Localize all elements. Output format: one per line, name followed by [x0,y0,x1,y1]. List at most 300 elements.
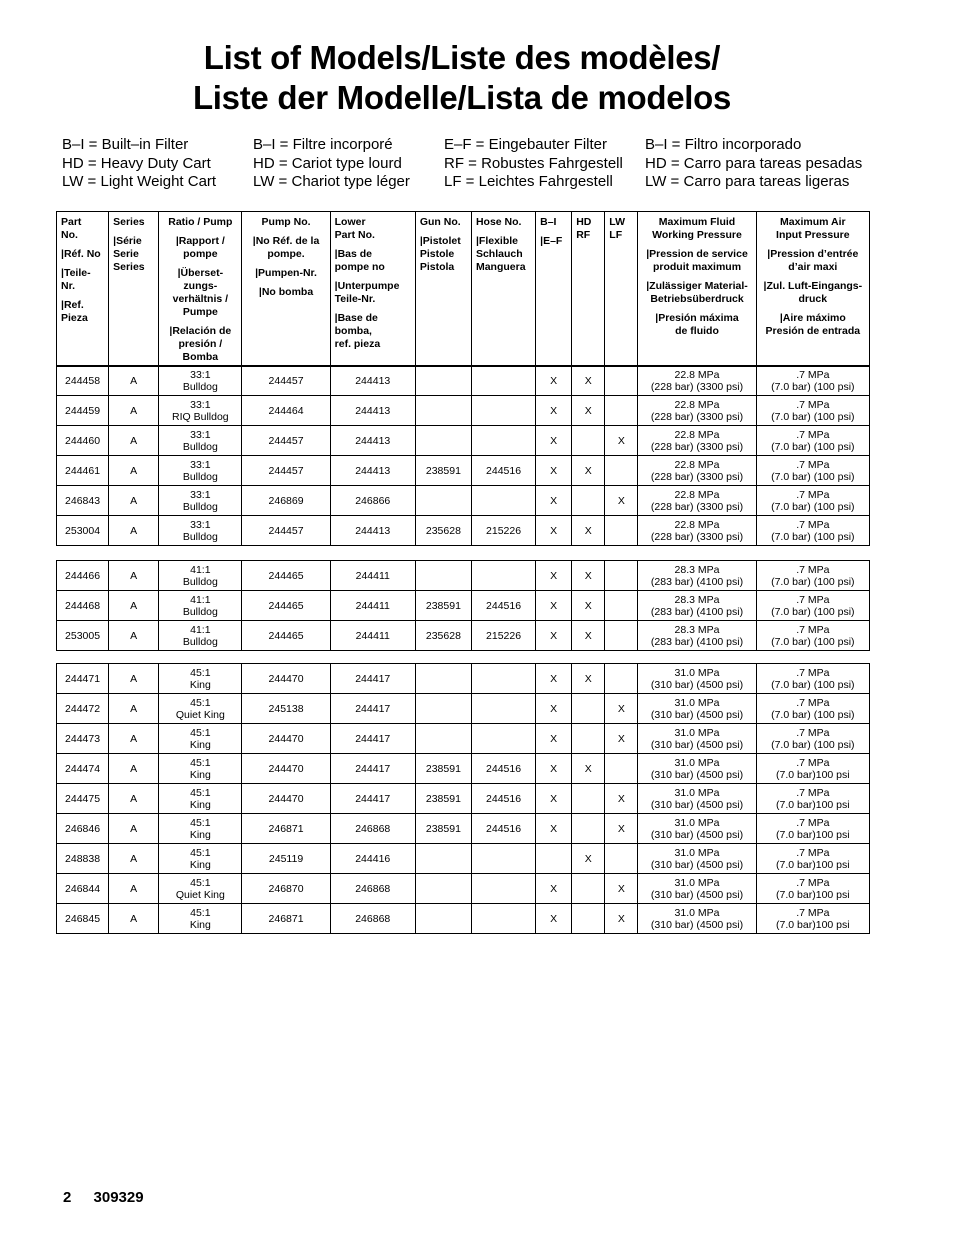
lower-part-no-cell: 244413 [330,516,415,546]
hose-no-cell: 244516 [471,784,535,814]
header-line: LW [609,216,626,228]
hose-no-cell [471,724,535,754]
series-cell: A [109,694,159,724]
hd-rf-cell [572,724,605,754]
ratio-pump-cell [159,844,242,874]
series-cell: A [109,664,159,694]
fluid-pressure-cell [638,456,756,486]
header-line: |Réf. No [61,248,101,260]
header-line: |Überset- [177,267,224,279]
air-pressure-cell [756,366,869,396]
abbreviation-legend [62,136,885,192]
ratio-pump-cell-line: 45:1 [190,846,211,859]
header-line: Pump No. [261,216,311,228]
bi-ef-cell: X [536,784,572,814]
table-row [57,396,870,426]
ratio-pump-cell-line: Quiet King [175,888,225,901]
gun-no-cell: 238591 [415,456,471,486]
series-cell: A [109,516,159,546]
air-pressure-cell [756,426,869,456]
air-pressure-cell-line: .7 MPa [796,696,830,709]
gun-no-cell: 238591 [415,754,471,784]
series-cell: A [109,814,159,844]
header-line: |Presión máxima [655,312,739,324]
gun-no-cell: 238591 [415,814,471,844]
part-no-cell: 246843 [57,486,109,516]
fluid-pressure-cell [638,561,756,591]
table-row [57,904,870,934]
fluid-pressure-cell-line: 22.8 MPa [674,518,720,531]
series-cell: A [109,561,159,591]
hose-no-cell [471,844,535,874]
air-pressure-cell [756,874,869,904]
lw-lf-cell [605,396,638,426]
part-no-cell: 244472 [57,694,109,724]
ratio-pump-cell-line: 33:1 [190,368,211,381]
lw-lf-cell [605,664,638,694]
pump-no-cell: 244457 [242,426,330,456]
hd-rf-cell: X [572,396,605,426]
table-row [57,844,870,874]
lower-part-no-cell: 246868 [330,874,415,904]
hd-rf-cell: X [572,591,605,621]
pump-no-cell: 246869 [242,486,330,516]
ratio-pump-cell [159,486,242,516]
air-pressure-cell-line: (7.0 bar)100 psi [776,858,850,871]
lw-lf-cell: X [605,904,638,934]
table-row [57,814,870,844]
bi-ef-cell: X [536,814,572,844]
legend-entry: E–F = Eingebauter Filter [444,136,608,153]
bi-ef-cell: X [536,561,572,591]
bi-ef-cell: X [536,724,572,754]
air-pressure-cell-line: (7.0 bar) (100 psi) [771,678,855,691]
fluid-pressure-cell-line: (283 bar) (4100 psi) [650,605,744,618]
air-pressure-cell-line: (7.0 bar)100 psi [776,828,850,841]
header-line: Part No. [334,229,375,241]
hd-rf-cell [572,426,605,456]
header-line: |E–F [540,235,563,247]
header-line: |Ref. [61,299,84,311]
hose-no-cell: 244516 [471,591,535,621]
air-pressure-cell-line: .7 MPa [796,756,830,769]
ratio-pump-cell-line: King [189,858,211,871]
part-no-cell: 244475 [57,784,109,814]
table-row [57,724,870,754]
ratio-pump-cell [159,456,242,486]
legend-entry: LW = Chariot type léger [253,173,410,190]
air-pressure-cell-line: (7.0 bar)100 psi [776,798,850,811]
ratio-pump-cell [159,784,242,814]
lw-lf-cell [605,456,638,486]
hose-no-cell [471,426,535,456]
pump-no-cell: 244457 [242,456,330,486]
header-lower-part-no [330,212,415,367]
ratio-pump-cell-line: 41:1 [190,593,211,606]
pump-no-cell: 244457 [242,366,330,396]
fluid-pressure-cell-line: 31.0 MPa [674,846,720,859]
ratio-pump-cell-line: Bulldog [182,530,218,543]
legend-entry: HD = Heavy Duty Cart [62,154,211,172]
ratio-pump-cell-line: Bulldog [182,440,218,453]
header-line: Manguera [475,261,526,273]
fluid-pressure-cell-line: (310 bar) (4500 psi) [650,768,744,781]
lw-lf-cell [605,591,638,621]
fluid-pressure-cell-line: 31.0 MPa [674,696,720,709]
air-pressure-cell-line: (7.0 bar) (100 psi) [771,708,855,721]
fluid-pressure-cell [638,516,756,546]
bi-ef-cell: X [536,396,572,426]
fluid-pressure-cell-line: (310 bar) (4500 psi) [650,678,744,691]
air-pressure-cell-line: (7.0 bar) (100 psi) [771,380,855,393]
gun-no-cell [415,486,471,516]
hose-no-cell: 215226 [471,516,535,546]
header-pump-no [242,212,330,367]
hd-rf-cell: X [572,844,605,874]
pump-no-cell: 246870 [242,874,330,904]
hose-no-cell [471,366,535,396]
ratio-pump-cell-line: Bulldog [182,635,218,648]
fluid-pressure-cell [638,426,756,456]
page-title [0,38,924,118]
header-line: |Teile- [61,267,91,279]
fluid-pressure-cell-line: 22.8 MPa [674,458,720,471]
ratio-pump-cell-line: Bulldog [182,470,218,483]
pump-no-cell: 244465 [242,621,330,651]
ratio-pump-cell-line: King [189,798,211,811]
ratio-pump-cell-line: King [189,828,211,841]
fluid-pressure-cell-line: 31.0 MPa [674,786,720,799]
part-no-cell: 244459 [57,396,109,426]
fluid-pressure-cell-line: 22.8 MPa [674,398,720,411]
air-pressure-cell [756,694,869,724]
header-line: |Relación de [169,325,232,337]
fluid-pressure-cell-line: 22.8 MPa [674,428,720,441]
gun-no-cell [415,844,471,874]
header-line: Nr. [61,280,76,292]
models-table-header [56,211,870,367]
gun-no-cell [415,396,471,426]
ratio-pump-cell [159,694,242,724]
lw-lf-cell [605,754,638,784]
fluid-pressure-cell-line: 22.8 MPa [674,488,720,501]
gun-no-cell: 235628 [415,516,471,546]
lower-part-no-cell: 244411 [330,621,415,651]
ratio-pump-cell [159,621,242,651]
lw-lf-cell [605,561,638,591]
ratio-pump-cell-line: 41:1 [190,563,211,576]
gun-no-cell [415,724,471,754]
legend-entry: LW = Light Weight Cart [62,173,217,190]
header-line: pompe no [334,261,385,273]
lower-part-no-cell: 244411 [330,561,415,591]
air-pressure-cell-line: .7 MPa [796,623,830,636]
header-line: Pistole [419,248,455,260]
header-line: |Série [113,235,142,247]
header-line: Input Pressure [776,229,850,241]
fluid-pressure-cell-line: (310 bar) (4500 psi) [650,798,744,811]
ratio-pump-cell-line: 33:1 [190,428,211,441]
header-line: No. [61,229,78,241]
header-line: Pieza [61,312,88,324]
table-row [57,486,870,516]
air-pressure-cell-line: .7 MPa [796,428,830,441]
air-pressure-cell-line: .7 MPa [796,876,830,889]
series-cell: A [109,904,159,934]
fluid-pressure-cell-line: (228 bar) (3300 psi) [650,440,744,453]
ratio-pump-cell-line: RIQ Bulldog [172,410,229,423]
document-number: 309329 [93,1189,144,1206]
bi-ef-cell: X [536,754,572,784]
pump-no-cell: 244470 [242,664,330,694]
header-ratio-pump [159,212,242,367]
header-bi-ef [536,212,572,367]
ratio-pump-cell [159,904,242,934]
air-pressure-cell-line: (7.0 bar)100 psi [776,918,850,931]
ratio-pump-cell-line: 45:1 [190,906,211,919]
legend-entry: B–I = Filtre incorporé [253,136,393,153]
pump-no-cell: 244470 [242,724,330,754]
table-row [57,366,870,396]
table-row [57,561,870,591]
air-pressure-cell-line: (7.0 bar) (100 psi) [771,470,855,483]
header-max-fluid-pressure [638,212,756,367]
fluid-pressure-cell [638,621,756,651]
header-line: |Rapport / [175,235,225,247]
header-line: Hose No. [475,216,522,228]
ratio-pump-cell-line: 45:1 [190,756,211,769]
legend-entry: B–I = Filtro incorporado [645,136,802,153]
fluid-pressure-cell [638,874,756,904]
air-pressure-cell-line: (7.0 bar) (100 psi) [771,635,855,648]
ratio-pump-cell-line: King [189,918,211,931]
bi-ef-cell: X [536,366,572,396]
fluid-pressure-cell-line: 31.0 MPa [674,906,720,919]
gun-no-cell [415,426,471,456]
header-line: |Aire máximo [779,312,846,324]
air-pressure-cell [756,784,869,814]
fluid-pressure-cell [638,486,756,516]
bi-ef-cell: X [536,874,572,904]
legend-entry: LF = Leichtes Fahrgestell [444,173,613,190]
lower-part-no-cell: 244417 [330,754,415,784]
header-line: Series [113,261,145,273]
air-pressure-cell-line: .7 MPa [796,726,830,739]
gun-no-cell: 238591 [415,784,471,814]
fluid-pressure-cell-line: (310 bar) (4500 psi) [650,828,744,841]
header-line: Working Pressure [652,229,742,241]
air-pressure-cell-line: (7.0 bar) (100 psi) [771,410,855,423]
header-line: |No Réf. de la [252,235,320,247]
legend-column-english [62,136,253,192]
fluid-pressure-cell-line: 28.3 MPa [674,563,720,576]
table-row [57,621,870,651]
ratio-pump-cell [159,814,242,844]
fluid-pressure-cell [638,844,756,874]
header-line: |No bomba [258,286,314,298]
ratio-pump-cell-line: 45:1 [190,666,211,679]
fluid-pressure-cell [638,396,756,426]
lw-lf-cell: X [605,874,638,904]
air-pressure-cell-line: .7 MPa [796,906,830,919]
air-pressure-cell-line: .7 MPa [796,786,830,799]
ratio-pump-cell-line: 45:1 [190,876,211,889]
air-pressure-cell-line: (7.0 bar) (100 psi) [771,440,855,453]
series-cell: A [109,874,159,904]
part-no-cell: 244474 [57,754,109,784]
hd-rf-cell: X [572,516,605,546]
header-line: |Zulässiger Material- [646,280,748,292]
air-pressure-cell-line: .7 MPa [796,458,830,471]
hose-no-cell [471,561,535,591]
ratio-pump-cell-line: 33:1 [190,488,211,501]
ratio-pump-cell [159,396,242,426]
part-no-cell: 244461 [57,456,109,486]
lower-part-no-cell: 244417 [330,784,415,814]
ratio-pump-cell-line: 45:1 [190,786,211,799]
bi-ef-cell: X [536,591,572,621]
header-series [109,212,159,367]
part-no-cell: 246845 [57,904,109,934]
header-line: |Pression de service [646,248,748,260]
fluid-pressure-cell-line: (310 bar) (4500 psi) [650,858,744,871]
ratio-pump-cell [159,426,242,456]
fluid-pressure-cell-line: (310 bar) (4500 psi) [650,738,744,751]
pump-no-cell: 244470 [242,784,330,814]
air-pressure-cell [756,844,869,874]
header-line: LF [609,229,623,241]
hose-no-cell [471,874,535,904]
fluid-pressure-cell-line: (228 bar) (3300 psi) [650,530,744,543]
header-line: zungs- [183,280,218,292]
lower-part-no-cell: 244413 [330,366,415,396]
ratio-pump-cell-line: Bulldog [182,575,218,588]
series-cell: A [109,456,159,486]
page-footer [63,1189,144,1206]
header-line: Gun No. [419,216,461,228]
table-row [57,664,870,694]
ratio-pump-cell [159,874,242,904]
hose-no-cell: 215226 [471,621,535,651]
gun-no-cell [415,664,471,694]
legend-entry: B–I = Built–in Filter [62,136,189,153]
fluid-pressure-cell [638,814,756,844]
header-line: Ratio / Pump [168,216,233,228]
header-line: produit maximum [652,261,742,273]
pump-no-cell: 246871 [242,904,330,934]
table-row [57,591,870,621]
header-line: Maximum Fluid [658,216,736,228]
series-cell: A [109,426,159,456]
header-line: pompe [183,248,218,260]
header-line: pompe. [267,248,305,260]
series-cell: A [109,396,159,426]
bi-ef-cell [536,844,572,874]
air-pressure-cell-line: (7.0 bar) (100 psi) [771,500,855,513]
header-line: druck [798,293,828,305]
header-hd-rf [572,212,605,367]
hose-no-cell [471,694,535,724]
bi-ef-cell: X [536,486,572,516]
fluid-pressure-cell-line: 28.3 MPa [674,593,720,606]
air-pressure-cell [756,814,869,844]
air-pressure-cell [756,561,869,591]
header-hose-no [471,212,535,367]
air-pressure-cell-line: (7.0 bar)100 psi [776,888,850,901]
ratio-pump-cell [159,516,242,546]
air-pressure-cell-line: (7.0 bar) (100 psi) [771,605,855,618]
fluid-pressure-cell [638,664,756,694]
legend-entry: HD = Cariot type lourd [253,154,402,172]
part-no-cell: 244460 [57,426,109,456]
header-line: Series [113,216,145,228]
header-line: Betriebsüberdruck [650,293,744,305]
pump-no-cell: 244465 [242,591,330,621]
hose-no-cell [471,396,535,426]
models-group-45-1 [56,663,870,934]
air-pressure-cell [756,754,869,784]
fluid-pressure-cell-line: 31.0 MPa [674,816,720,829]
ratio-pump-cell-line: 33:1 [190,458,211,471]
ratio-pump-cell [159,664,242,694]
header-line: Pumpe [182,306,218,318]
bi-ef-cell: X [536,516,572,546]
header-line: de fluido [675,325,719,337]
header-line: Serie [113,248,139,260]
fluid-pressure-cell [638,366,756,396]
part-no-cell: 248838 [57,844,109,874]
header-line: |Pistolet [419,235,461,247]
air-pressure-cell-line: .7 MPa [796,593,830,606]
fluid-pressure-cell-line: 31.0 MPa [674,876,720,889]
ratio-pump-cell-line: King [189,678,211,691]
ratio-pump-cell-line: Bulldog [182,500,218,513]
hd-rf-cell [572,784,605,814]
fluid-pressure-cell-line: 31.0 MPa [674,726,720,739]
lower-part-no-cell: 244416 [330,844,415,874]
series-cell: A [109,754,159,784]
air-pressure-cell-line: (7.0 bar) (100 psi) [771,530,855,543]
fluid-pressure-cell [638,724,756,754]
ratio-pump-cell-line: 45:1 [190,696,211,709]
gun-no-cell: 235628 [415,621,471,651]
hose-no-cell [471,904,535,934]
series-cell: A [109,844,159,874]
header-line: Bomba [182,351,219,363]
header-line: |Base de [334,312,378,324]
air-pressure-cell [756,621,869,651]
hd-rf-cell [572,486,605,516]
air-pressure-cell [756,724,869,754]
pump-no-cell: 244457 [242,516,330,546]
header-line: B–I [540,216,557,228]
lower-part-no-cell: 244417 [330,664,415,694]
air-pressure-cell-line: .7 MPa [796,816,830,829]
lw-lf-cell [605,516,638,546]
header-line: Pistola [419,261,455,273]
air-pressure-cell [756,516,869,546]
table-row [57,784,870,814]
part-no-cell: 253005 [57,621,109,651]
legend-column-spanish [645,136,885,192]
lower-part-no-cell: 246868 [330,904,415,934]
air-pressure-cell-line: .7 MPa [796,488,830,501]
gun-no-cell [415,366,471,396]
ratio-pump-cell-line: 45:1 [190,726,211,739]
ratio-pump-cell [159,591,242,621]
lower-part-no-cell: 244417 [330,694,415,724]
hd-rf-cell [572,814,605,844]
